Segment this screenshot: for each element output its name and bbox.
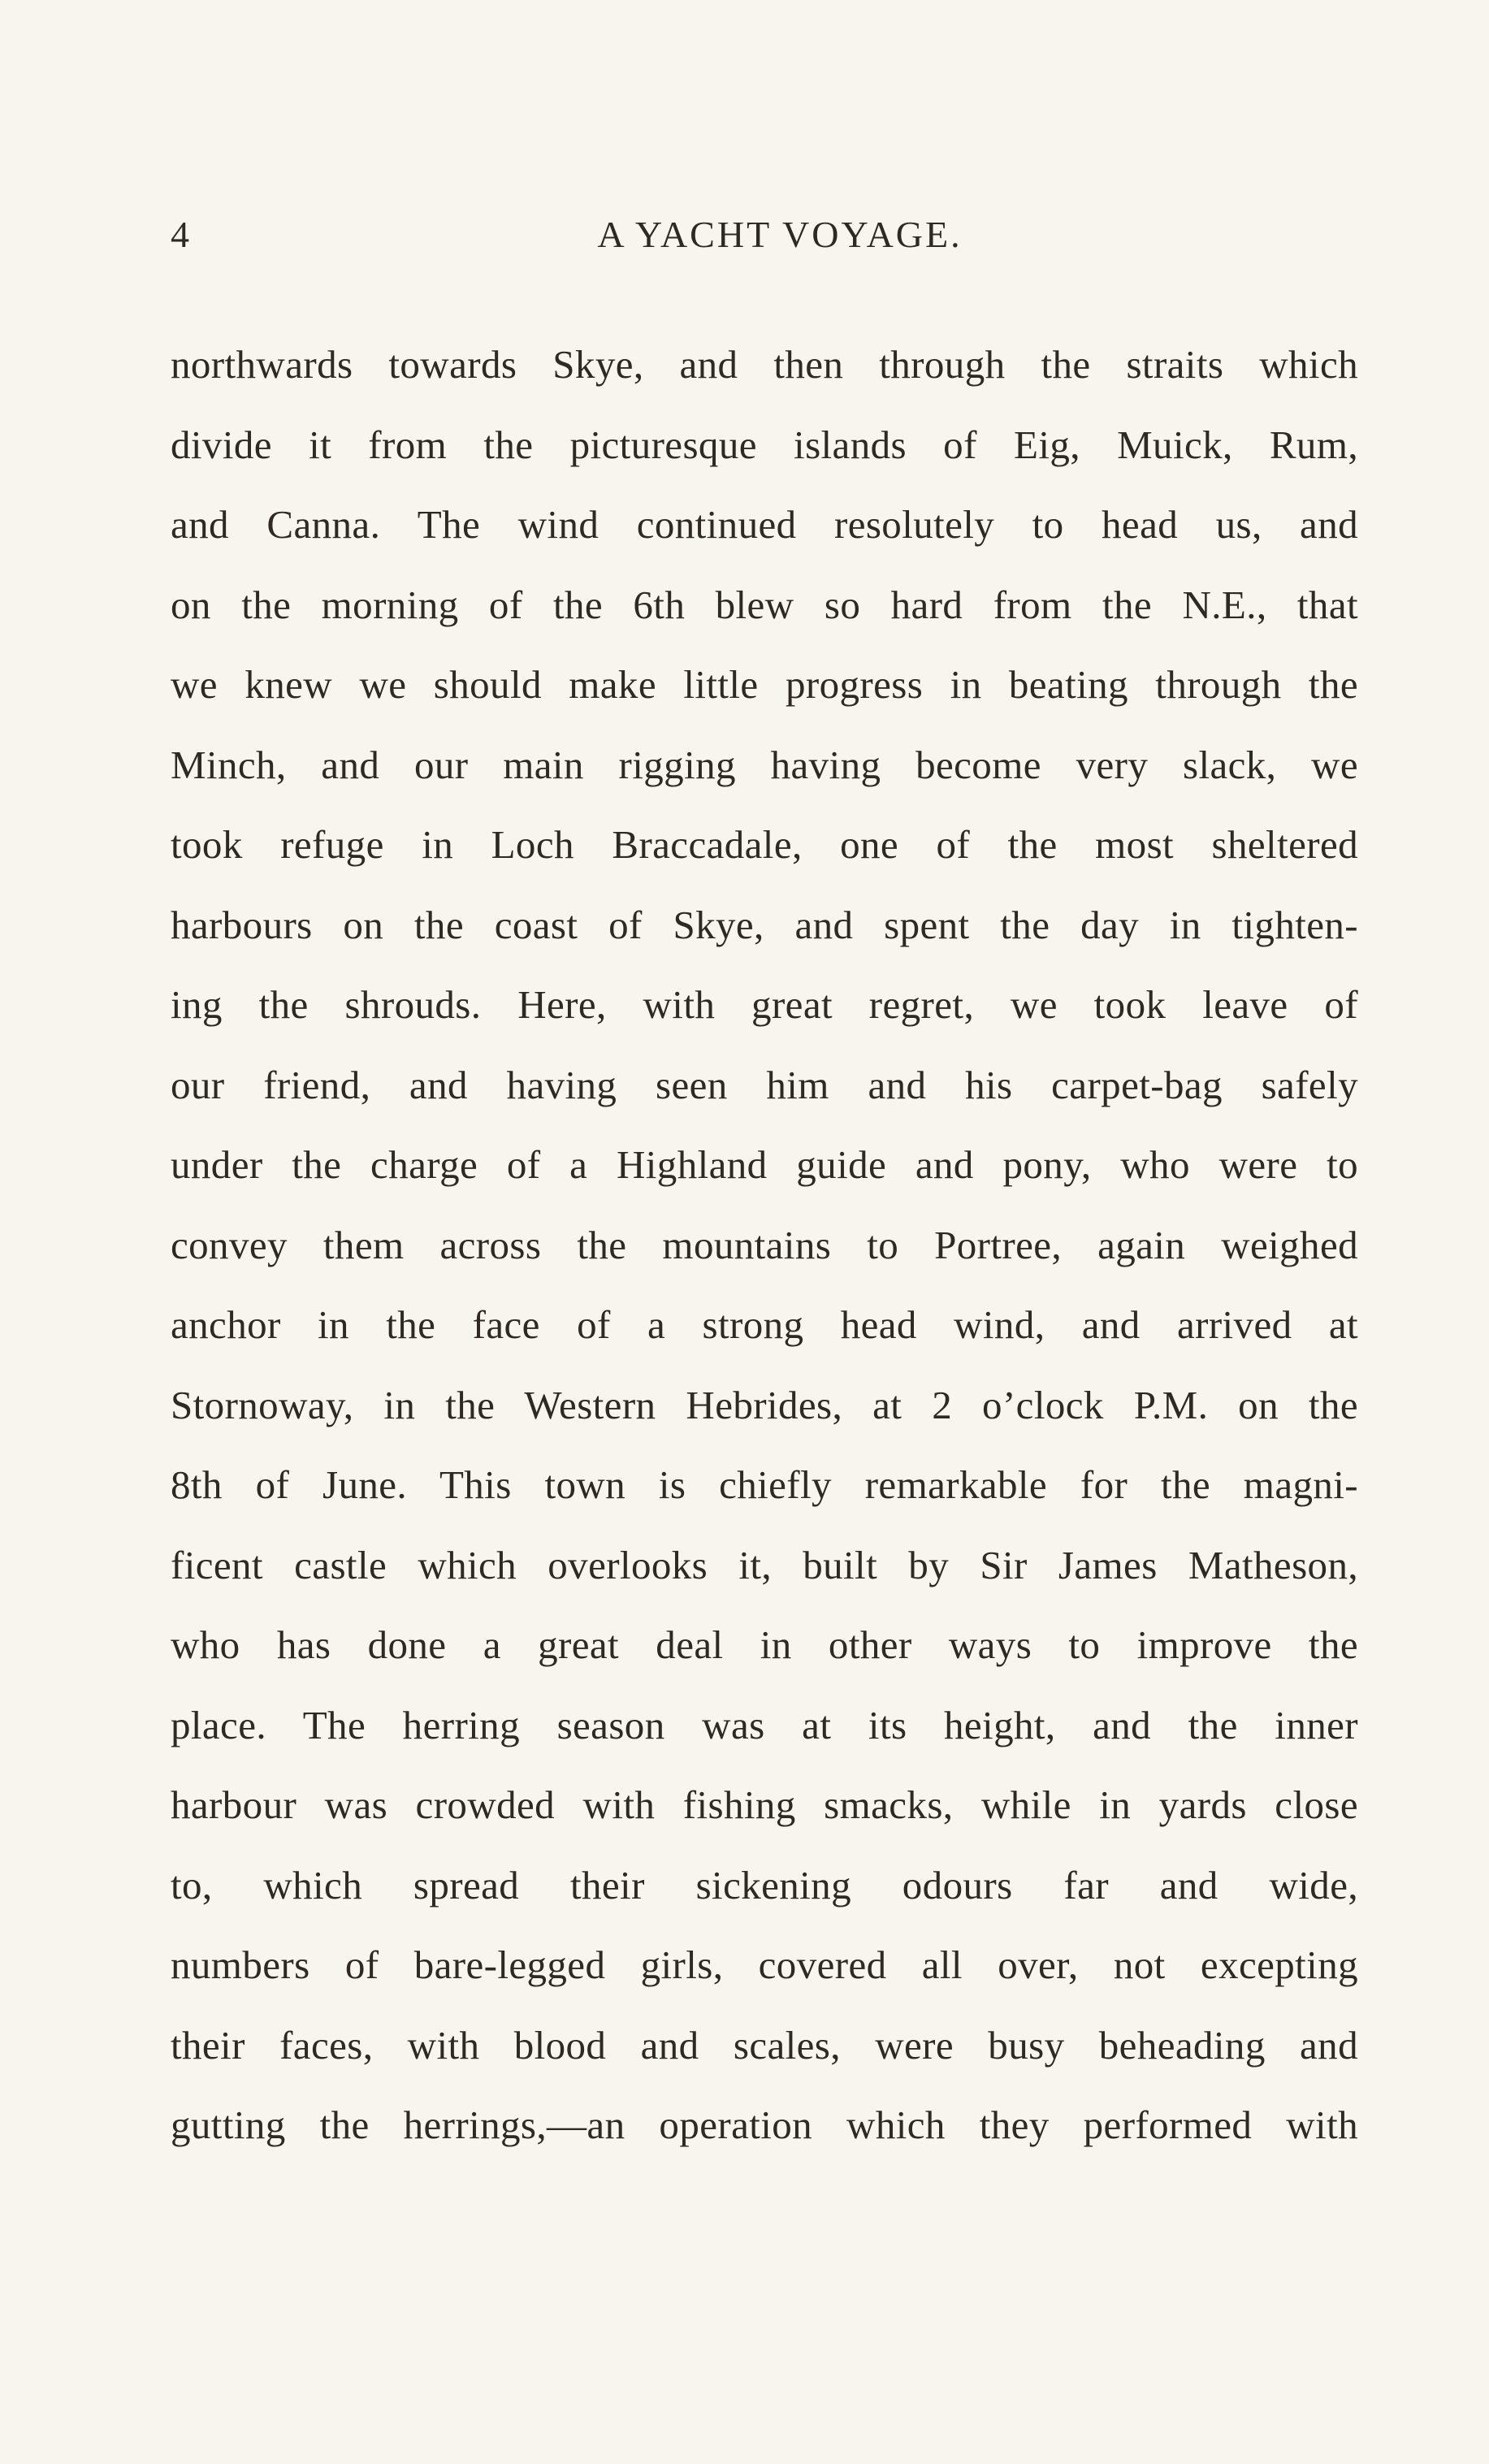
- text-line: took refuge in Loch Braccadale, one of the most sheltered: [171, 822, 1358, 867]
- text-line: on the morning of the 6th blew so hard from the N.E., that: [171, 582, 1358, 627]
- text-line: numbers of bare-legged girls, covered all over, not excepting: [171, 1942, 1358, 1987]
- running-title: A YACHT VOYAGE.: [597, 214, 963, 255]
- page-number: 4: [171, 214, 192, 255]
- text-line: we knew we should make little progress in beating through the: [171, 662, 1358, 707]
- text-line: harbour was crowded with fishing smacks, while in yards close: [171, 1782, 1358, 1827]
- text-line: Stornoway, in the Western Hebrides, at 2 o’clock P.M. on the: [171, 1382, 1358, 1427]
- text-line: 8th of June. This town is chiefly remarkable for the magni-: [171, 1462, 1358, 1507]
- text-line: and Canna. The wind continued resolutely to head us, and: [171, 502, 1358, 547]
- text-line: divide it from the picturesque islands of Eig, Muick, Rum,: [171, 422, 1358, 467]
- text-line: under the charge of a Highland guide and pony, who were to: [171, 1142, 1358, 1187]
- text-line: gutting the herrings,—an operation which they performed with: [171, 2102, 1358, 2147]
- text-line: our friend, and having seen him and his carpet-bag safely: [171, 1062, 1358, 1107]
- text-line: Minch, and our main rigging having become very slack, we: [171, 742, 1358, 787]
- text-line: anchor in the face of a strong head wind, and arrived at: [171, 1302, 1358, 1347]
- text-line: to, which spread their sickening odours far and wide,: [171, 1862, 1358, 1908]
- text-line: their faces, with blood and scales, were busy beheading and: [171, 2022, 1358, 2068]
- text-line: ing the shrouds. Here, with great regret, we took leave of: [171, 982, 1358, 1027]
- running-head: [171, 213, 1357, 262]
- text-line: place. The herring season was at its height, and the inner: [171, 1702, 1358, 1747]
- text-line: harbours on the coast of Skye, and spent the day in tighten-: [171, 902, 1358, 947]
- text-line: who has done a great deal in other ways to improve the: [171, 1622, 1358, 1667]
- text-line: convey them across the mountains to Portree, again weighed: [171, 1222, 1358, 1267]
- text-line: ficent castle which overlooks it, built by Sir James Matheson,: [171, 1542, 1358, 1587]
- body-text: [171, 325, 1358, 2166]
- text-line: northwards towards Skye, and then through the straits which: [171, 342, 1358, 387]
